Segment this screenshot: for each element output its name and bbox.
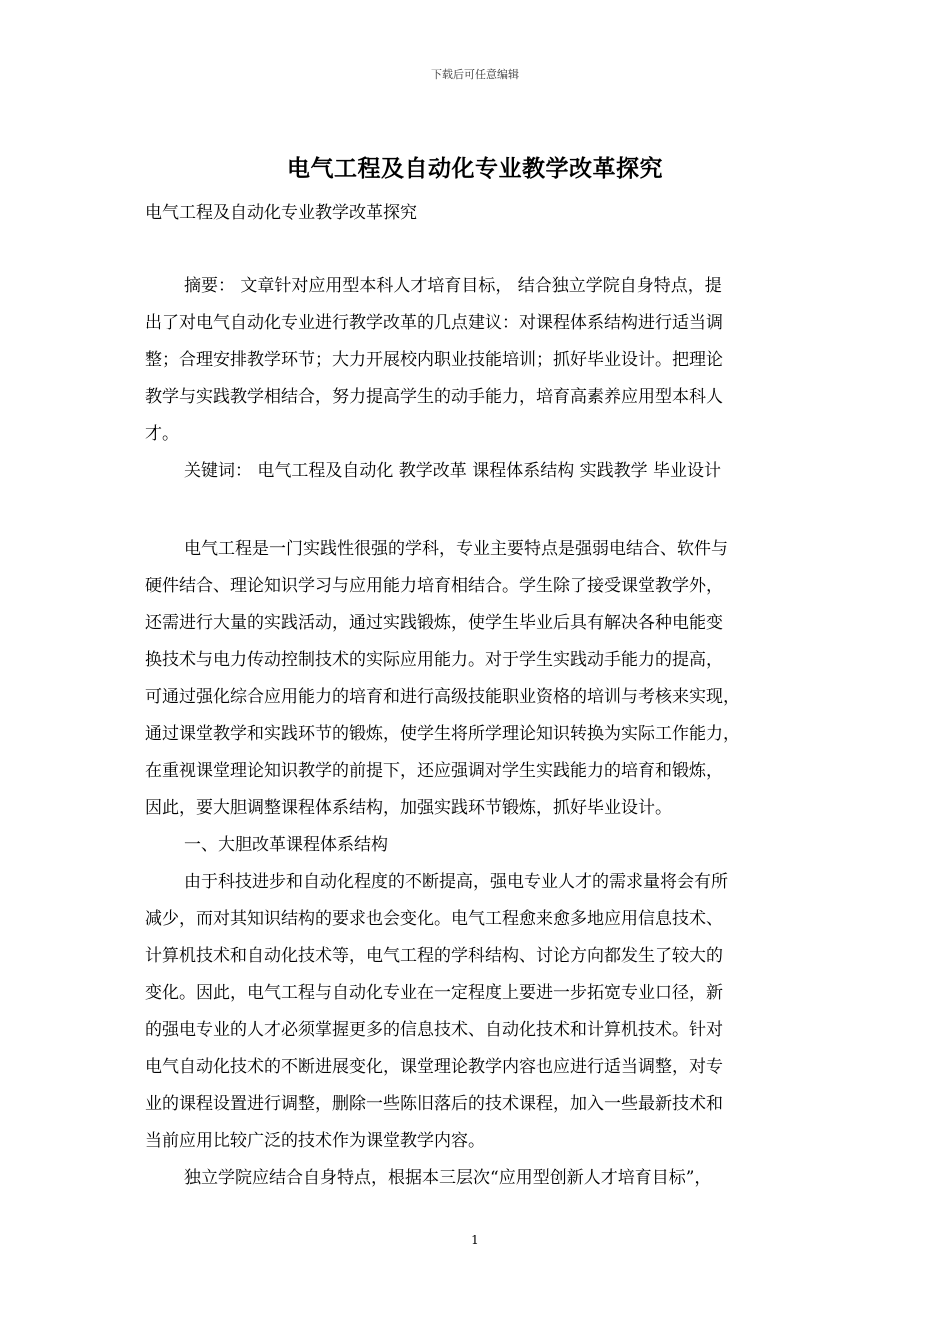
paragraph-line: 电气自动化技术的不断进展变化，课堂理论教学内容也应进行适当调整，对专	[145, 1057, 723, 1077]
paragraph-line: 电气工程是一门实践性很强的学科，专业主要特点是强弱电结合、软件与	[184, 539, 728, 559]
abstract-line: 摘要： 文章针对应用型本科人才培育目标， 结合独立学院自身特点，提	[184, 276, 722, 296]
paragraph-line: 独立学院应结合自身特点，根据本三层次“应用型创新人才培育目标”，	[184, 1168, 712, 1188]
abstract-line: 出了对电气自动化专业进行教学改革的几点建议：对课程体系结构进行适当调	[145, 313, 723, 333]
paragraph-line: 变化。因此，电气工程与自动化专业在一定程度上要进一步拓宽专业口径，新	[145, 983, 723, 1003]
page-header: 下载后可任意编辑	[431, 68, 519, 81]
paragraph-line: 当前应用比较广泛的技术作为课堂教学内容。	[145, 1131, 485, 1151]
paragraph-line: 在重视课堂理论知识教学的前提下，还应强调对学生实践能力的培育和锻炼，	[145, 761, 723, 781]
document-title: 电气工程及自动化专业教学改革探究	[287, 155, 663, 182]
document-subtitle-block	[145, 195, 817, 232]
paragraph-line: 通过课堂教学和实践环节的锻炼，使学生将所学理论知识转换为实际工作能力，	[145, 724, 740, 744]
paragraph-line: 硬件结合、理论知识学习与应用能力培育相结合。学生除了接受课堂教学外，	[145, 576, 723, 596]
keywords-line: 关键词： 电气工程及自动化 教学改革 课程体系结构 实践教学 毕业设计	[184, 461, 722, 481]
paragraph-line: 业的课程设置进行调整，删除一些陈旧落后的技术课程，加入一些最新技术和	[145, 1094, 723, 1114]
paragraph-line: 因此，要大胆调整课程体系结构，加强实践环节锻炼，抓好毕业设计。	[145, 798, 672, 818]
abstract-line: 才。	[145, 424, 179, 444]
paragraph-line: 由于科技进步和自动化程度的不断提高，强电专业人才的需求量将会有所	[184, 872, 728, 892]
abstract-block	[145, 268, 817, 490]
paragraph-line: 减少，而对其知识结构的要求也会变化。电气工程愈来愈多地应用信息技术、	[145, 909, 723, 929]
paragraph-line: 计算机技术和自动化技术等，电气工程的学科结构、讨论方向都发生了较大的	[145, 946, 723, 966]
page-number: 1	[471, 1233, 479, 1247]
paragraph-line: 还需进行大量的实践活动，通过实践锻炼，使学生毕业后具有解决各种电能变	[145, 613, 723, 633]
abstract-line: 整；合理安排教学环节；大力开展校内职业技能培训；抓好毕业设计。把理论	[145, 350, 723, 370]
paragraph-1	[145, 531, 817, 1197]
paragraph-line: 换技术与电力传动控制技术的实际应用能力。对于学生实践动手能力的提高，	[145, 650, 723, 670]
paragraph-line: 可通过强化综合应用能力的培育和进行高级技能职业资格的培训与考核来实现，	[145, 687, 740, 707]
document-subtitle: 电气工程及自动化专业教学改革探究	[145, 203, 417, 223]
paragraph-line: 的强电专业的人才必须掌握更多的信息技术、自动化技术和计算机技术。针对	[145, 1020, 723, 1040]
abstract-line: 教学与实践教学相结合，努力提高学生的动手能力，培育高素养应用型本科人	[145, 387, 723, 407]
section-heading: 一、大胆改革课程体系结构	[184, 835, 388, 855]
